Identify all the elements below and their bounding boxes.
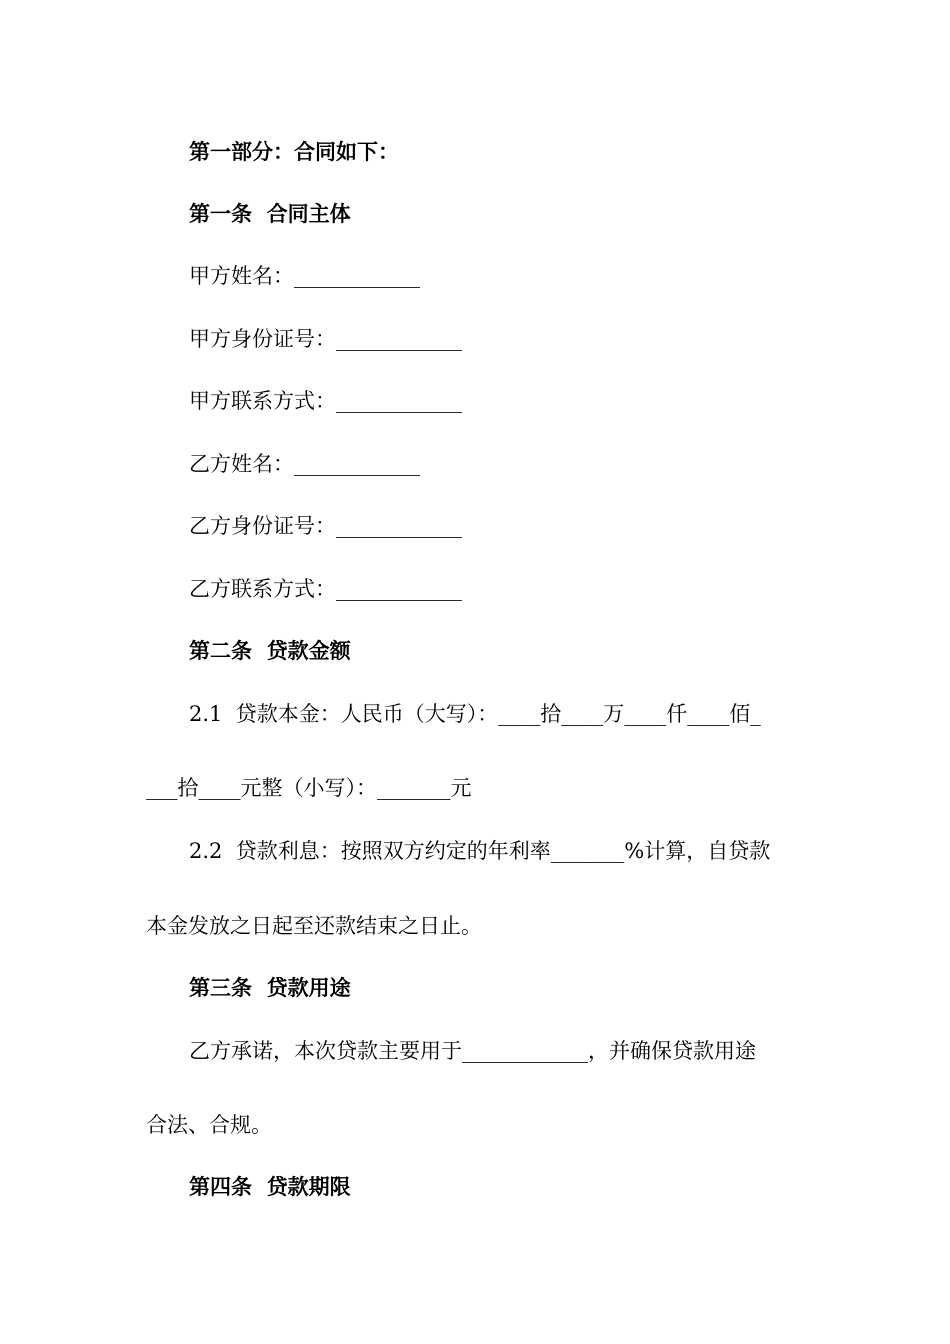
article-1-title: 第一条 合同主体 [189,202,351,226]
part-title: 第一部分：合同如下： [189,140,399,164]
party-a-id-field: 甲方身份证号：____________ [189,327,462,351]
clause-2-2-line-2: 本金发放之日起至还款结束之日止。 [146,914,482,938]
party-b-contact-field: 乙方联系方式：____________ [189,577,462,601]
article-3-title: 第三条 贷款用途 [189,976,351,1000]
article-3-line-2: 合法、合规。 [146,1113,272,1137]
party-a-name-field: 甲方姓名：____________ [189,264,420,288]
article-2-title: 第二条 贷款金额 [189,639,351,663]
party-b-id-field: 乙方身份证号：____________ [189,514,462,538]
clause-2-2-line-1: 2.2 贷款利息：按照双方约定的年利率_______%计算，自贷款 [189,839,771,863]
clause-2-1-line-1: 2.1 贷款本金：人民币（大写）：____拾____万____仟____佰_ [189,702,761,726]
clause-2-1-line-2: ___拾____元整（小写）：_______元 [146,776,472,800]
party-a-contact-field: 甲方联系方式：____________ [189,389,462,413]
party-b-name-field: 乙方姓名：____________ [189,452,420,476]
article-3-line-1: 乙方承诺，本次贷款主要用于____________，并确保贷款用途 [189,1039,756,1063]
article-4-title: 第四条 贷款期限 [189,1175,351,1199]
